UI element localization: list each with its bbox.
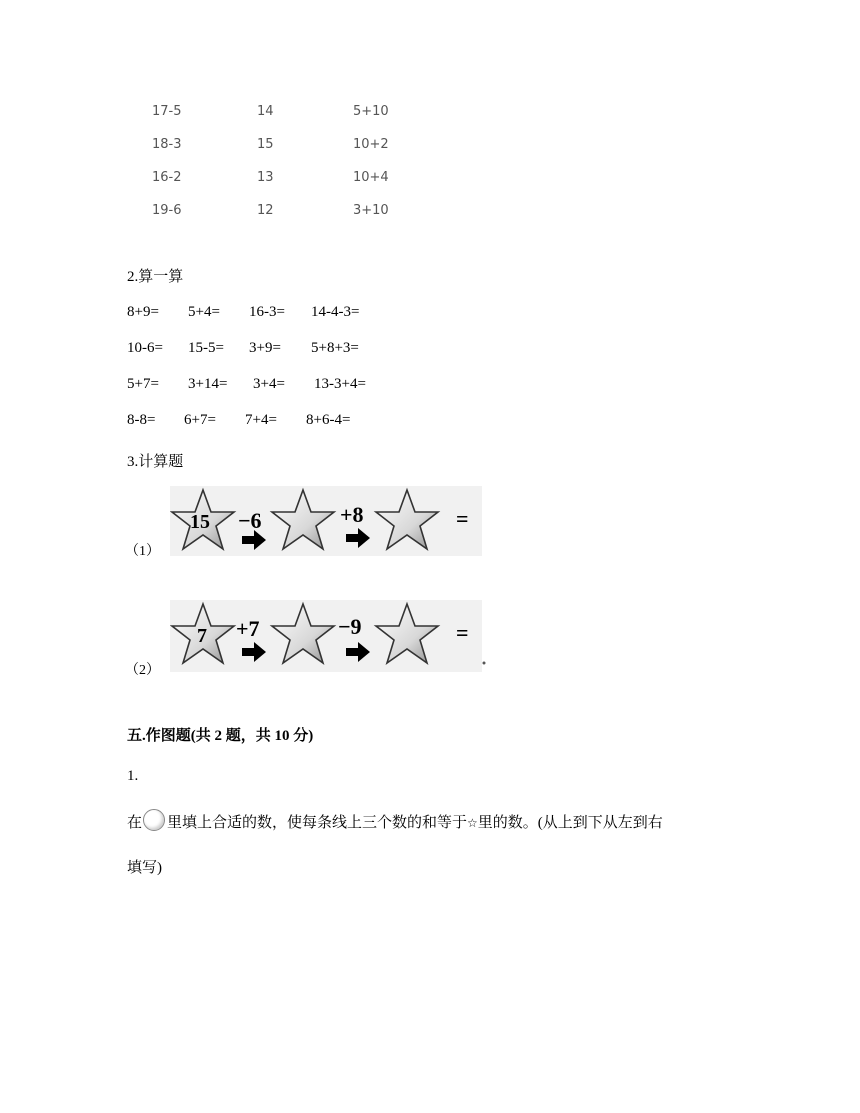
- operation-label: +8: [340, 502, 364, 527]
- arithmetic-item: 16-3=: [249, 304, 285, 320]
- question-3-title: 3.计算题: [127, 454, 184, 470]
- star-chain-2: [170, 600, 486, 672]
- start-number: 7: [197, 625, 207, 647]
- matching-middle-item: 14: [257, 104, 274, 119]
- arithmetic-item: 13-3+4=: [314, 376, 366, 392]
- matching-right-item: 3+10: [353, 203, 389, 218]
- arithmetic-item: 3+4=: [253, 376, 285, 392]
- matching-left-item: 18-3: [152, 137, 182, 152]
- arithmetic-item: 8-8=: [127, 412, 156, 428]
- arithmetic-item: 14-4-3=: [311, 304, 360, 320]
- matching-left-item: 17-5: [152, 104, 182, 119]
- arithmetic-item: 5+4=: [188, 304, 220, 320]
- matching-middle-item: 15: [257, 137, 274, 152]
- operation-label: −6: [238, 508, 262, 533]
- arithmetic-item: 5+8+3=: [311, 340, 359, 356]
- arithmetic-item: 15-5=: [188, 340, 224, 356]
- arithmetic-item: 3+9=: [249, 340, 281, 356]
- section-5-title: 五.作图题(共 2 题，共 10 分): [127, 728, 314, 744]
- arithmetic-item: 6+7=: [184, 412, 216, 428]
- matching-right-item: 10+4: [353, 170, 389, 185]
- question-2-title: 2.算一算: [127, 269, 184, 285]
- arithmetic-item: 10-6=: [127, 340, 163, 356]
- star-chain-1: [170, 486, 482, 556]
- arithmetic-item: 8+9=: [127, 304, 159, 320]
- matching-left-item: 16-2: [152, 170, 182, 185]
- item-label: （1）: [125, 544, 160, 559]
- matching-middle-item: 12: [257, 203, 274, 218]
- matching-middle-item: 13: [257, 170, 274, 185]
- circle-icon: [143, 809, 165, 831]
- start-number: 15: [190, 511, 210, 533]
- operation-label: +7: [236, 616, 260, 641]
- question-1-text: [127, 809, 663, 832]
- arithmetic-row: [0, 376, 860, 396]
- question-text-part: 里的数。(从上到下从左到右: [477, 815, 663, 831]
- arithmetic-item: 3+14=: [188, 376, 228, 392]
- item-label: （2）: [125, 663, 160, 678]
- arithmetic-item: 5+7=: [127, 376, 159, 392]
- matching-right-item: 10+2: [353, 137, 389, 152]
- question-1-text-cont: 填写): [127, 860, 162, 876]
- matching-right-item: 5+10: [353, 104, 389, 119]
- arithmetic-row: [0, 304, 860, 324]
- arithmetic-item: 7+4=: [245, 412, 277, 428]
- question-text-part: 里填上合适的数，使每条线上三个数的和等于: [167, 815, 468, 831]
- equals-sign: =: [456, 620, 469, 645]
- question-number: 1.: [127, 768, 139, 784]
- arithmetic-row: [0, 340, 860, 360]
- matching-left-item: 19-6: [152, 203, 182, 218]
- star-icon: ☆: [467, 816, 478, 830]
- arithmetic-item: 8+6-4=: [306, 412, 351, 428]
- arithmetic-row: [0, 412, 860, 432]
- equals-sign: =: [456, 506, 469, 531]
- question-text-part: 在: [127, 815, 143, 831]
- operation-label: −9: [338, 614, 362, 639]
